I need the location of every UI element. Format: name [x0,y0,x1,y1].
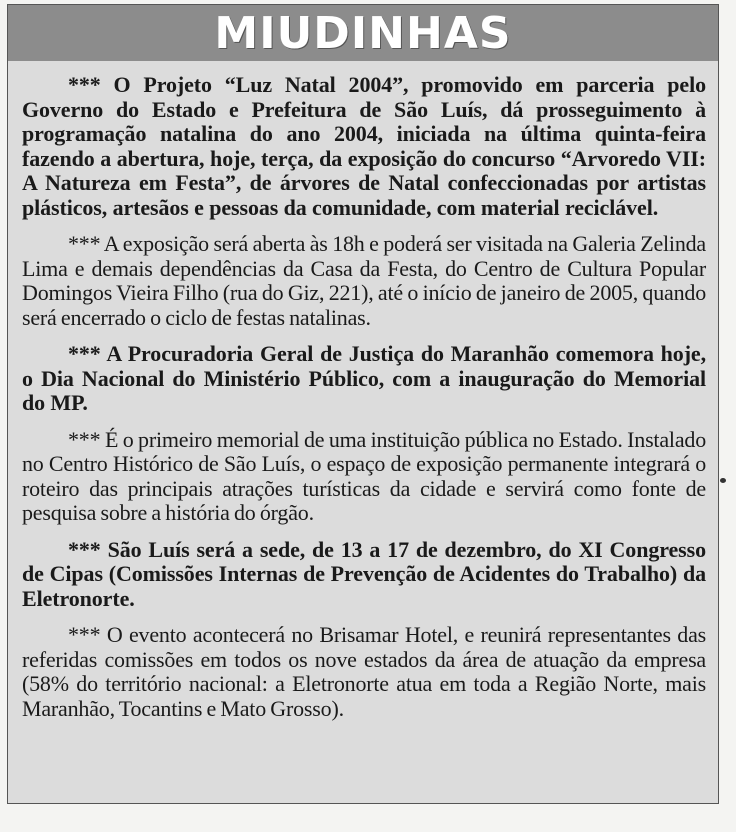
note-paragraph [22,428,706,526]
note-stars: *** [68,426,101,452]
note-text: É o primeiro memorial de uma instituição pública no Estado. Instalado no Centro Histórico de São Luís, o espaço de exposição permanente integrará o roteiro das principais atrações turísticas da cidade e servirá como fonte de pesquisa sobre a história do órgão. [22,426,706,525]
note-text: São Luís será a sede, de 13 a 17 de dezembro, do XI Congresso de Cipas (Comissões Internas de Prevenção de Acidentes do Trabalho) da Eletronorte. [22,536,706,611]
note-paragraph [22,623,706,721]
note-paragraph [22,73,706,220]
note-text: A Procuradoria Geral de Justiça do Maranhão comemora hoje, o Dia Nacional do Ministério Público, com a inauguração do Memorial do MP. [22,341,706,415]
note-paragraph [22,232,706,330]
newspaper-clipping [7,4,719,804]
note-stars: *** [68,622,101,647]
column-header [8,5,718,61]
note-stars: *** [68,231,101,256]
column-title: MIUDINHAS [214,7,512,59]
ink-speck [720,478,726,483]
note-paragraph [22,342,706,416]
note-text: A exposição será aberta às 18h e poderá ser visitada na Galeria Zelinda Lima e demais dependências da Casa da Festa, do Centro de Cultura Popular Domingos Vieira Filho (rua do Giz, 221), até o início de janeiro de 2005, quando será encerrado o ciclo de festas natalinas. [22,231,706,330]
note-stars: *** [68,341,101,366]
note-text: O Projeto “Luz Natal 2004”, promovido em parceria pelo Governo do Estado e Prefeitura de São Luís, dá prosseguimento à programação natalina do ano 2004, iniciada na última quinta-feira fazendo a abertura, hoje, terça, da exposição do concurso “Arvoredo VII: A Natureza em Festa”, de árvores de Natal confeccionadas por artistas plásticos, artesãos e pessoas da comunidade, com material reciclável. [22,72,706,220]
note-stars: *** [68,536,101,562]
column-body [22,73,706,733]
note-paragraph [22,538,706,612]
note-stars: *** [68,72,101,97]
note-text: O evento acontecerá no Brisamar Hotel, e reunirá representantes das referidas comissões em todos os nove estados da área de atuação da empresa (58% do território nacional: a Eletronorte atua em toda a Região Norte, mais Maranhão, Tocantins e Mato Grosso). [22,622,706,721]
